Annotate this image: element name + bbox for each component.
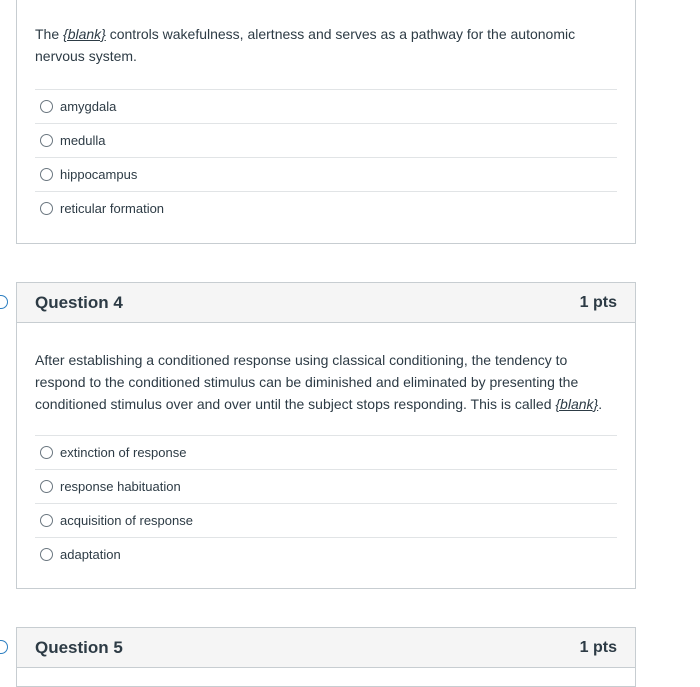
question-3-text-part: The [35, 26, 64, 42]
radio-button-icon[interactable] [40, 168, 53, 181]
question-4-text-part: . [598, 396, 603, 412]
question-3-card [16, 0, 636, 244]
question-5-card [16, 627, 636, 687]
question-3-blank: {blank} [63, 26, 106, 42]
radio-button-icon[interactable] [40, 100, 53, 113]
answer-option[interactable] [35, 89, 617, 123]
answer-option[interactable] [35, 537, 617, 571]
answer-label[interactable]: extinction of response [60, 445, 187, 460]
radio-button-icon[interactable] [40, 446, 53, 459]
answer-option[interactable] [35, 469, 617, 503]
question-4-text-part: After establishing a conditioned response using classical conditioning, the tendency to respond to the conditioned stimulus can be diminished and eliminated by presenting the conditioned stimulus over and over until the subject stops responding. This is called [35, 352, 579, 412]
answer-option[interactable] [35, 123, 617, 157]
answer-label[interactable]: acquisition of response [60, 513, 193, 528]
answer-label[interactable]: medulla [60, 133, 106, 148]
answer-label[interactable]: reticular formation [60, 201, 165, 216]
question-5-title: Question 5 [35, 637, 123, 657]
question-4-card [16, 282, 636, 589]
question-4-points: 1 pts [579, 293, 617, 311]
answer-option[interactable] [35, 157, 617, 191]
answer-label[interactable]: adaptation [60, 547, 121, 562]
bookmark-flag-icon[interactable] [0, 295, 8, 309]
radio-button-icon[interactable] [40, 548, 53, 561]
answer-label[interactable]: response habituation [60, 479, 181, 494]
question-4-header [17, 283, 635, 323]
answer-label[interactable]: amygdala [60, 99, 117, 114]
question-3-text [35, 23, 617, 67]
question-4-answers [35, 435, 617, 571]
question-5-points: 1 pts [579, 638, 617, 656]
question-4-blank: {blank} [555, 396, 599, 412]
radio-button-icon[interactable] [40, 514, 53, 527]
question-4-text [35, 349, 617, 415]
answer-option[interactable] [35, 191, 617, 225]
answer-option[interactable] [35, 435, 617, 469]
question-3-answers [35, 89, 617, 225]
answer-label[interactable]: hippocampus [60, 167, 138, 182]
radio-button-icon[interactable] [40, 134, 53, 147]
answer-option[interactable] [35, 503, 617, 537]
question-5-header [17, 628, 635, 668]
question-4-title: Question 4 [35, 292, 123, 312]
radio-button-icon[interactable] [40, 480, 53, 493]
question-3-text-part: controls wakefulness, alertness and serves as a pathway for the autonomic nervous system. [35, 26, 576, 64]
bookmark-flag-icon[interactable] [0, 640, 8, 654]
radio-button-icon[interactable] [40, 202, 53, 215]
